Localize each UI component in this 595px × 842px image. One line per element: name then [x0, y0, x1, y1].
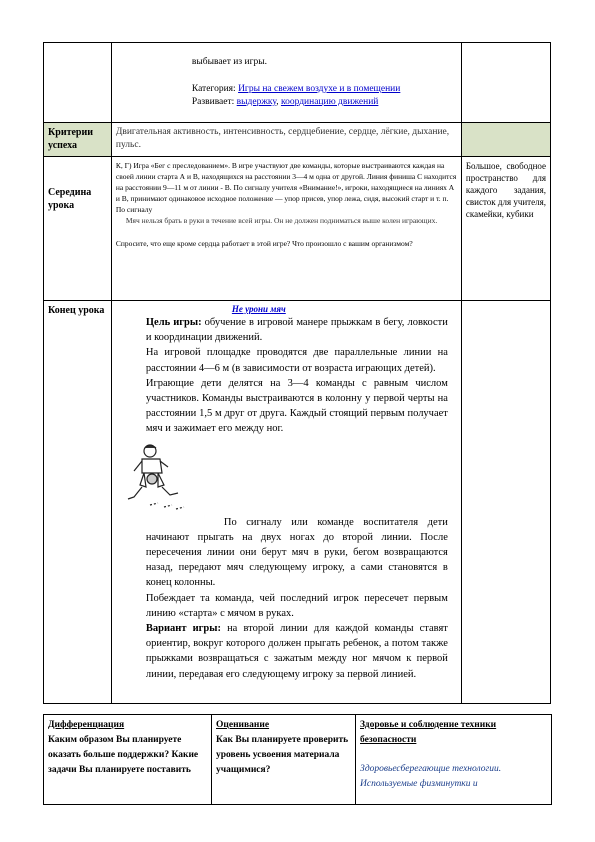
middle-para1: К, Г) Игра «Бег с преследованием». В игре участвуют две команды, которые выстраиваются каждая на своей линии старта А и В, находящихся на расстоянии 3—4 м одна от другой. Линия финиша С находится на расстоянии 9—11 м от линии - В. По сигналу учителя «Внимание!», игроки, находящиеся на линиях А и В, принимают одинаковое исходное положение — упор присев, упор лежа, сидя, высокий старт и т. п. По сигналу [115, 161, 457, 214]
end-para-2: На игровой площадке проводятся две параллельные линии на расстоянии 4—6 м (в зависимости от возраста играющих детей). [145, 347, 448, 374]
bottom-row [44, 715, 552, 805]
variant-text: на второй линии для каждой команды ставят ориентир, вокруг которого должен прыгать ребенок, а потом также прыжками возвращаться с зажатым между ног мячом к первой линии, передавая его следующему игроку за первой линией. [145, 623, 448, 680]
cell-criteria-empty [461, 123, 550, 157]
develops-line [192, 96, 457, 109]
assessment-heading: Оценивание [216, 720, 270, 730]
bottom-col-assessment [212, 715, 356, 805]
develops-label: Развивает: [191, 97, 237, 107]
category-line [192, 83, 457, 96]
goal-label: Цель игры: [145, 317, 202, 328]
cell-end-content [111, 301, 461, 704]
row-end [44, 301, 551, 704]
cell-top-content [111, 43, 461, 123]
criteria-text: Двигательная активность, интенсивность, сердцебиение, сердце, лёгкие, дыхание, пульс. [115, 127, 450, 150]
end-text [146, 315, 448, 682]
differentiation-heading: Дифференциация [48, 720, 125, 730]
cell-middle-content [111, 157, 461, 301]
assessment-text: Как Вы планируете проверить уровень усвоения материала учащимися? [216, 735, 349, 775]
bottom-table [43, 714, 552, 805]
category-link[interactable]: Игры на свежем воздухе и в помещении [238, 84, 401, 94]
middle-label: Середина урока [48, 187, 92, 211]
cell-top-resources [461, 43, 550, 123]
end-title: Не урони мяч [231, 304, 286, 314]
top-line1: выбывает из игры. [191, 57, 267, 67]
cell-criteria-label [44, 123, 112, 157]
end-para-5: Побеждает та команда, чей последний игрок пересечет первым линию «старта» с мячом в руках. [145, 592, 448, 619]
develops-link-1[interactable]: выдержку [236, 97, 277, 107]
end-para-3: Играющие дети делятся на 3—4 команды с равным числом участников. Команды выстраиваются в колонну у первой черты на расстоянии 1,5 м друг от друга. Каждый стоящий первым получает мяч и зажимает его между ног. [145, 377, 448, 435]
lesson-plan-table [43, 42, 551, 704]
end-block [114, 303, 459, 701]
goal-para [146, 315, 448, 345]
row-top-continuation [44, 43, 551, 123]
health-heading: Здоровье и соблюдение техники безопасности [360, 720, 497, 745]
cell-top-stage [44, 43, 112, 123]
develops-link-2[interactable]: координацию движений [280, 97, 379, 107]
health-text: Здоровьесберегающие технологии. Используемые физминутки и [360, 764, 502, 789]
cell-middle-label [44, 157, 112, 301]
cell-end-resources [461, 301, 550, 704]
variant-para [146, 621, 448, 682]
cell-criteria-text [111, 123, 461, 157]
variant-label: Вариант игры: [145, 623, 221, 635]
differentiation-text: Каким образом Вы планируете оказать больше поддержки? Какие задачи Вы планируете поставить [48, 735, 199, 775]
middle-resources: Большое, свободное пространство для каждого задания, свисток для учителя, скамейки, кубики [465, 161, 546, 219]
cell-middle-resources [461, 157, 550, 301]
develops-sep: , [276, 97, 281, 107]
child-jumping-with-ball-illustration [120, 443, 190, 513]
criteria-label: Критерии успеха [48, 127, 94, 151]
middle-para2: Мяч нельзя брать в руки в течение всей игры. Он не должен подниматься выше колен играющих. [125, 216, 438, 225]
goal-text: обучение в игровой манере прыжкам в бегу, ловкости и координации движений. [145, 317, 448, 344]
cell-end-label [44, 301, 112, 704]
bottom-col-differentiation [44, 715, 212, 805]
category-label: Категория: [191, 84, 239, 94]
end-para-4: По сигналу или команде воспитателя дети начинают прыгать на двух ногах до второй линии. После пересечения линии они берут мяч в руки, бегом возвращаются назад, передают мяч следующему игроку, а сами становятся в конец колонны. [145, 516, 448, 589]
row-criteria [44, 123, 551, 157]
bottom-col-health [356, 715, 552, 805]
middle-question: Спросите, что еще кроме сердца работает в этой игре? Что произошло с вашим организмом? [115, 239, 413, 248]
end-label: Конец урока [48, 305, 105, 316]
row-middle [44, 157, 551, 301]
